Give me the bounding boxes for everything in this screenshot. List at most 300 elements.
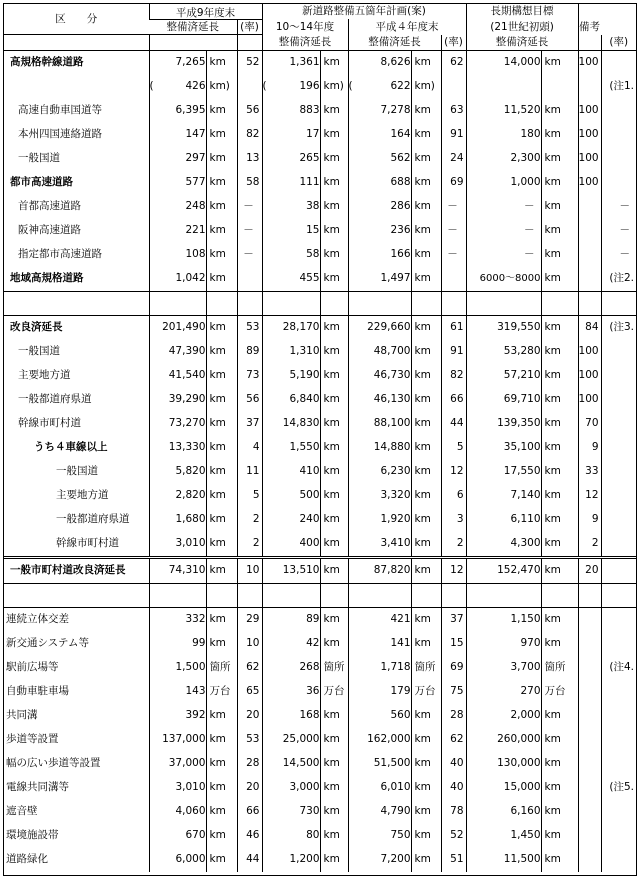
plan-length: 25,000 [262, 728, 320, 752]
fy9-rate [237, 267, 262, 292]
longterm-unit: km [541, 171, 578, 195]
fy4-rate: 24 [441, 147, 466, 171]
header-row-3 [4, 35, 636, 51]
fy4-rate: 62 [441, 50, 466, 75]
fy4-rate: 12 [441, 557, 466, 583]
fy4-rate: 5 [441, 436, 466, 460]
fy9-length: 297 [149, 147, 206, 171]
row-label: 連続立体交差 [6, 613, 69, 626]
plan-unit: 万台 [320, 680, 348, 704]
longterm-length: 15,000 [466, 776, 541, 800]
fy4-rate [441, 75, 466, 99]
table-row [4, 776, 636, 800]
longterm-length: 11,500 [466, 848, 541, 872]
fy9-unit [206, 583, 237, 607]
row-label: 都市高速道路 [10, 176, 73, 189]
row-note [601, 800, 636, 824]
longterm-length: － [466, 195, 541, 219]
fy9-length: 221 [149, 219, 206, 243]
fy9-unit: km [206, 848, 237, 872]
fy4-rate: － [441, 243, 466, 267]
row-note [601, 99, 636, 123]
fy4-rate: 69 [441, 171, 466, 195]
fy9-unit: km [206, 99, 237, 123]
table-row [4, 195, 636, 219]
row-label: 本州四国連絡道路 [18, 128, 102, 141]
fy9-length: 5,820 [149, 460, 206, 484]
row-note [601, 147, 636, 171]
longterm-rate [578, 291, 601, 315]
row-note [601, 607, 636, 632]
row-label: 主要地方道 [18, 369, 71, 382]
row-note [601, 532, 636, 558]
table-row [4, 848, 636, 872]
fy9-unit: km [206, 315, 237, 340]
fy9-unit: km [206, 800, 237, 824]
fy4-rate: 37 [441, 607, 466, 632]
fy4-unit: km [411, 219, 441, 243]
fy4-unit: km [411, 728, 441, 752]
longterm-rate: 100 [578, 123, 601, 147]
row-note [601, 752, 636, 776]
plan-length: 1,361 [262, 50, 320, 75]
fy9-length: 577 [149, 171, 206, 195]
row-label: 高速自動車国道等 [18, 104, 102, 117]
fy9-length: 6,395 [149, 99, 206, 123]
plan-length: 1,200 [262, 848, 320, 872]
longterm-length [466, 75, 541, 99]
fy4-unit [411, 583, 441, 607]
header-sub-rate-3: (率) [441, 35, 466, 51]
fy4-rate: 44 [441, 412, 466, 436]
longterm-rate [578, 243, 601, 267]
fy9-rate: 13 [237, 147, 262, 171]
fy4-rate: 3 [441, 508, 466, 532]
header-longterm-sub: (21世紀初頭) [466, 19, 578, 35]
fy4-rate [441, 583, 466, 607]
table-row [4, 824, 636, 848]
row-label: 新交通システム等 [6, 637, 89, 650]
longterm-length: － [466, 243, 541, 267]
plan-length: 15 [262, 219, 320, 243]
fy9-length: 332 [149, 607, 206, 632]
plan-unit: km [320, 532, 348, 558]
fy4-unit: km [411, 388, 441, 412]
fy4-rate: － [441, 219, 466, 243]
fy4-unit: km [411, 99, 441, 123]
table-row [4, 632, 636, 656]
longterm-rate [578, 632, 601, 656]
fy4-unit [411, 291, 441, 315]
fy9-unit: km [206, 728, 237, 752]
fy4-length: 1,920 [348, 508, 411, 532]
header-plan: 新道路整備五箇年計画(案) [302, 5, 426, 18]
fy4-length: 6,230 [348, 460, 411, 484]
plan-unit: km [320, 776, 348, 800]
row-label [4, 583, 149, 607]
fy4-length: 688 [348, 171, 411, 195]
longterm-unit: km [541, 364, 578, 388]
longterm-unit [541, 291, 578, 315]
fy9-rate: 4 [237, 436, 262, 460]
plan-length: 455 [262, 267, 320, 292]
longterm-length: 270 [466, 680, 541, 704]
table-row [4, 704, 636, 728]
longterm-unit: km [541, 99, 578, 123]
fy9-length: 99 [149, 632, 206, 656]
plan-length: 13,510 [262, 557, 320, 583]
plan-length: 168 [262, 704, 320, 728]
table-row [4, 147, 636, 171]
fy9-rate: － [237, 243, 262, 267]
table-row [4, 460, 636, 484]
paren-open: ( [262, 80, 267, 93]
row-label: 主要地方道 [56, 489, 109, 502]
plan-length: 730 [262, 800, 320, 824]
row-note [601, 460, 636, 484]
fy9-unit: km [206, 364, 237, 388]
plan-length: 265 [262, 147, 320, 171]
fy4-unit: km [411, 557, 441, 583]
longterm-rate [578, 267, 601, 292]
row-note [601, 388, 636, 412]
header-sub-len-1b [149, 35, 237, 51]
longterm-rate: 100 [578, 50, 601, 75]
plan-unit: km [320, 195, 348, 219]
table-row [4, 219, 636, 243]
fy9-rate: 10 [237, 632, 262, 656]
plan-length: 28,170 [262, 315, 320, 340]
fy9-rate: 5 [237, 484, 262, 508]
plan-unit: km [320, 171, 348, 195]
row-note [601, 123, 636, 147]
fy4-unit: km [411, 607, 441, 632]
fy4-unit: km [411, 800, 441, 824]
fy4-rate: 51 [441, 848, 466, 872]
longterm-unit: 万台 [541, 680, 578, 704]
longterm-unit: km [541, 848, 578, 872]
row-note [601, 557, 636, 583]
longterm-length: 4,300 [466, 532, 541, 558]
table-row [4, 50, 636, 75]
fy4-rate: 78 [441, 800, 466, 824]
longterm-rate [578, 195, 601, 219]
table-row [4, 557, 636, 583]
plan-length: 89 [262, 607, 320, 632]
row-label: 幅の広い歩道等設置 [6, 757, 101, 770]
row-note [601, 412, 636, 436]
fy4-unit: km [411, 267, 441, 292]
longterm-rate [578, 704, 601, 728]
fy9-rate: 29 [237, 607, 262, 632]
fy4-unit: km [411, 243, 441, 267]
fy4-length: 164 [348, 123, 411, 147]
fy4-rate: 6 [441, 484, 466, 508]
longterm-unit: km [541, 776, 578, 800]
fy4-unit: km [411, 147, 441, 171]
header-blank [4, 35, 149, 51]
longterm-rate: 100 [578, 171, 601, 195]
fy4-rate: － [441, 195, 466, 219]
fy9-rate: 20 [237, 776, 262, 800]
plan-length: 42 [262, 632, 320, 656]
row-label: 一般都道府県道 [56, 513, 130, 526]
longterm-unit: km [541, 267, 578, 292]
fy9-unit: km [206, 752, 237, 776]
fy4-unit: km [411, 532, 441, 558]
fy4-length: 229,660 [348, 315, 411, 340]
row-label: 一般都道府県道 [18, 393, 92, 406]
plan-unit: km [320, 219, 348, 243]
plan-unit: km [320, 728, 348, 752]
plan-length: 111 [262, 171, 320, 195]
fy9-unit: km [206, 412, 237, 436]
row-note [601, 632, 636, 656]
row-note [601, 340, 636, 364]
longterm-unit: km [541, 340, 578, 364]
plan-unit: km [320, 267, 348, 292]
longterm-length: － [466, 219, 541, 243]
fy4-unit: km [411, 508, 441, 532]
longterm-rate [578, 752, 601, 776]
row-note [601, 364, 636, 388]
fy4-rate: 63 [441, 99, 466, 123]
fy9-unit: 万台 [206, 680, 237, 704]
fy9-unit: km [206, 436, 237, 460]
fy4-unit: km [411, 50, 441, 75]
fy9-rate: 2 [237, 508, 262, 532]
fy4-rate: 40 [441, 776, 466, 800]
fy4-unit: km [411, 632, 441, 656]
longterm-rate: 12 [578, 484, 601, 508]
longterm-rate [578, 75, 601, 99]
fy9-rate: 62 [237, 656, 262, 680]
fy9-unit: km [206, 50, 237, 75]
row-label [4, 291, 149, 315]
fy4-length: 3,410 [348, 532, 411, 558]
fy9-length: 1,042 [149, 267, 206, 292]
fy9-unit: km [206, 340, 237, 364]
fy4-rate [441, 267, 466, 292]
fy9-rate [237, 75, 262, 99]
fy4-length: 7,278 [348, 99, 411, 123]
longterm-length: 1,150 [466, 607, 541, 632]
longterm-unit: km [541, 728, 578, 752]
paren-value: 196 [299, 80, 320, 93]
plan-unit: km [320, 704, 348, 728]
fy9-rate: 66 [237, 800, 262, 824]
spacer-row [4, 583, 636, 607]
fy4-length: 48,700 [348, 340, 411, 364]
row-note [601, 171, 636, 195]
longterm-unit: km [541, 607, 578, 632]
longterm-length: 1,000 [466, 171, 541, 195]
longterm-rate [578, 607, 601, 632]
fy4-length: 179 [348, 680, 411, 704]
table-row [4, 656, 636, 680]
table-row [4, 171, 636, 195]
fy9-unit: km [206, 388, 237, 412]
longterm-rate [578, 824, 601, 848]
fy9-length: 4,060 [149, 800, 206, 824]
fy4-rate: 91 [441, 340, 466, 364]
row-note: (注5. [601, 776, 636, 800]
longterm-unit [541, 583, 578, 607]
longterm-length: 970 [466, 632, 541, 656]
longterm-unit: km [541, 532, 578, 558]
fy4-length: 51,500 [348, 752, 411, 776]
longterm-length: 319,550 [466, 315, 541, 340]
longterm-rate [578, 583, 601, 607]
longterm-unit: km [541, 50, 578, 75]
longterm-rate: 100 [578, 99, 601, 123]
fy9-unit: km [206, 704, 237, 728]
plan-length: 400 [262, 532, 320, 558]
fy9-length: 6,000 [149, 848, 206, 872]
plan-length: 38 [262, 195, 320, 219]
longterm-rate [578, 728, 601, 752]
fy9-length: 47,390 [149, 340, 206, 364]
longterm-unit: km [541, 123, 578, 147]
fy9-length: 108 [149, 243, 206, 267]
fy4-length: 1,718 [348, 656, 411, 680]
plan-length: 3,000 [262, 776, 320, 800]
fy9-rate: 56 [237, 388, 262, 412]
longterm-unit: km [541, 243, 578, 267]
plan-unit: km [320, 315, 348, 340]
fy9-length: 1,680 [149, 508, 206, 532]
fy4-rate [441, 291, 466, 315]
row-note: － [601, 219, 636, 243]
longterm-length: 6,160 [466, 800, 541, 824]
fy9-unit: km [206, 607, 237, 632]
fy9-rate: 20 [237, 704, 262, 728]
longterm-unit: km [541, 219, 578, 243]
plan-unit: km [320, 147, 348, 171]
row-label [4, 75, 149, 99]
fy4-rate: 91 [441, 123, 466, 147]
fy9-rate: － [237, 195, 262, 219]
longterm-unit: km [541, 195, 578, 219]
fy9-unit: km [206, 508, 237, 532]
header-fy9: 平成9年度末 [149, 4, 262, 19]
fy9-length: 7,265 [149, 50, 206, 75]
fy4-length: 87,820 [348, 557, 411, 583]
fy9-length: 3,010 [149, 776, 206, 800]
longterm-rate: 9 [578, 508, 601, 532]
fy4-rate: 52 [441, 824, 466, 848]
fy4-length: 750 [348, 824, 411, 848]
fy9-rate [237, 291, 262, 315]
plan-unit: km [320, 484, 348, 508]
paren-value: 622 [390, 80, 411, 93]
fy4-unit: km) [411, 75, 441, 99]
plan-unit: km [320, 99, 348, 123]
longterm-unit: km [541, 752, 578, 776]
row-note [601, 291, 636, 315]
fy9-unit: km [206, 632, 237, 656]
fy9-length: 670 [149, 824, 206, 848]
fy9-length: 392 [149, 704, 206, 728]
fy9-unit: km [206, 824, 237, 848]
table-row [4, 484, 636, 508]
fy9-length: 1,500 [149, 656, 206, 680]
longterm-length: 3,700 [466, 656, 541, 680]
row-note: (注4. [601, 656, 636, 680]
fy4-unit: km [411, 752, 441, 776]
plan-length [262, 75, 320, 99]
longterm-length: 1,450 [466, 824, 541, 848]
row-note [601, 728, 636, 752]
longterm-length: 139,350 [466, 412, 541, 436]
fy4-rate: 28 [441, 704, 466, 728]
header-plan-fy4: 平成４年度末 [348, 19, 466, 35]
fy4-length [348, 75, 411, 99]
plan-unit: km [320, 340, 348, 364]
fy9-unit: km [206, 532, 237, 558]
longterm-unit: km [541, 824, 578, 848]
fy4-length: 8,626 [348, 50, 411, 75]
fy9-rate: 2 [237, 532, 262, 558]
table-row [4, 680, 636, 704]
longterm-rate [578, 680, 601, 704]
fy4-rate: 61 [441, 315, 466, 340]
plan-unit: km [320, 436, 348, 460]
longterm-length: 17,550 [466, 460, 541, 484]
fy9-rate [237, 583, 262, 607]
fy4-unit: km [411, 848, 441, 872]
fy4-unit: km [411, 776, 441, 800]
plan-length [262, 291, 320, 315]
row-label: 共同溝 [6, 709, 38, 722]
longterm-unit: 箇所 [541, 656, 578, 680]
longterm-rate: 84 [578, 315, 601, 340]
table-row [4, 752, 636, 776]
road-plan-table-sheet [3, 3, 637, 876]
fy4-unit: km [411, 484, 441, 508]
fy4-length: 562 [348, 147, 411, 171]
fy4-length: 6,010 [348, 776, 411, 800]
fy9-rate: 89 [237, 340, 262, 364]
plan-length: 5,190 [262, 364, 320, 388]
table-row [4, 728, 636, 752]
plan-length: 240 [262, 508, 320, 532]
fy9-length: 73,270 [149, 412, 206, 436]
plan-unit: km [320, 388, 348, 412]
longterm-length: 14,000 [466, 50, 541, 75]
fy4-length: 162,000 [348, 728, 411, 752]
longterm-length: 69,710 [466, 388, 541, 412]
header-row-1 [4, 4, 636, 19]
longterm-unit: km [541, 557, 578, 583]
fy9-rate: 65 [237, 680, 262, 704]
longterm-length: 35,100 [466, 436, 541, 460]
longterm-unit: km [541, 704, 578, 728]
longterm-length: 130,000 [466, 752, 541, 776]
plan-length: 1,550 [262, 436, 320, 460]
fy9-unit [206, 291, 237, 315]
fy4-rate: 82 [441, 364, 466, 388]
longterm-length: 11,520 [466, 99, 541, 123]
fy9-length [149, 291, 206, 315]
fy9-unit: km [206, 557, 237, 583]
plan-unit: km [320, 824, 348, 848]
fy4-unit: km [411, 704, 441, 728]
paren-value: 426 [185, 80, 206, 93]
fy4-length: 3,320 [348, 484, 411, 508]
row-label: 電線共同溝等 [6, 781, 69, 794]
fy9-rate: 53 [237, 315, 262, 340]
